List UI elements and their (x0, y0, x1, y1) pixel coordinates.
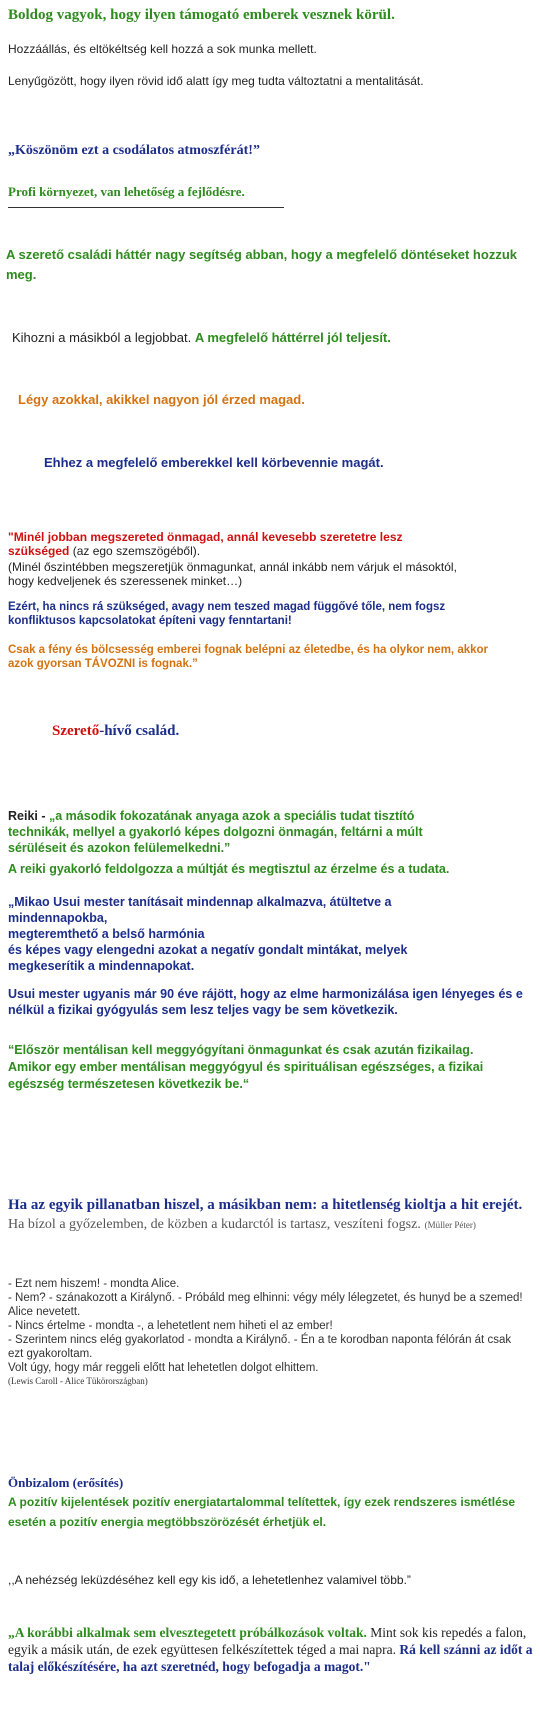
no-dependency-text: Ezért, ha nincs rá szükséged, avagy nem teszed magad függővé tőle, nem fogsz konfliktusos kapcsolatokat építeni vagy fenntartani! (8, 601, 446, 627)
alice-line-3: Alice nevetett. (8, 1306, 81, 1318)
difficulty-quote: ,,A nehézség leküzdéséhez kell egy kis idő, a lehetetlenhez valamivel több.” (8, 1573, 411, 1587)
usui-discovery-text: Usui mester ugyanis már 90 éve rájött, hogy az elme harmonizálása igen lényeges és e nélkül a fizikai gyógyulás sem lesz teljes vagy be sem következik. (8, 987, 523, 1017)
previous-attempts-text (8, 1624, 533, 1675)
alice-line-5: - Szerintem nincs elég gyakorlatod - mondta a Királynő. - Én a te korodban naponta félórán át csak ezt gyakoroltam. (8, 1334, 512, 1360)
release-patterns-text: és képes vagy elengedni azokat a negatív gondalt mintákat, melyek megkeserítik a mindennapokat. (8, 943, 408, 973)
divider-line (8, 207, 284, 208)
usui-teaching-text: „Mikao Usui mester tanításait mindennap alkalmazva, átültetve a mindennapokba, (8, 895, 392, 925)
alice-line-4: - Nincs értelme - mondta -, a lehetetlent nem hiheti el az ember! (8, 1320, 333, 1332)
mental-healing-quote: “Először mentálisan kell meggyógyítani önmagunkat és csak azután fizikailag. Amikor egy ember mentálisan meggyógyul és spirituálisan egészséges, a fizikai egészség természetesen következik be.“ (8, 1043, 484, 1091)
inner-harmony-text: megteremthető a belső harmónia (8, 927, 205, 941)
prepare-soil: Rá kell szánni az időt a talaj előkészítésére, ha azt szeretnéd, hogy befogadja a magot." (8, 1642, 533, 1674)
bring-best-part: Kihozni a másikból a legjobbat. (12, 330, 192, 345)
loving-part: Szerető (52, 723, 100, 739)
reiki-practitioner-text: A reiki gyakorló feldolgozza a múltját és megtisztul az érzelme és a tudata. (8, 862, 450, 876)
professional-environment-text: Profi környezet, van lehetőség a fejlődésre. (8, 184, 245, 199)
alice-source: (Lewis Caroll - Alice Tükörországban) (8, 1376, 148, 1386)
positive-statements-text: A pozitív kijelentések pozitív energiatartalommal telítettek, így ezek rendszeres ismétlése esetén a pozitív energia megtöbbszörözését érhetjük el. (8, 1495, 516, 1529)
alice-line-2: - Nem? - szánakozott a Királynő. - Próbáld meg elhinni: végy mély lélegzetet, és hunyd be a szemed! (8, 1292, 523, 1304)
believing-family-part: -hívő család. (99, 723, 180, 739)
faith-quote (8, 1196, 535, 1235)
reiki-description: „a második fokozatának anyaga azok a speciális tudat tisztító technikák, mellyel a gyakorló képes dolgozni önmagán, feltárni a múlt sérüléseit és azokon felülemelkedni.” (8, 809, 423, 855)
thanks-quote: „Köszönöm ezt a csodálatos atmoszférát!” (8, 143, 260, 158)
family-background-text: A szerető családi háttér nagy segítség abban, hogy a megfelelő döntéseket hozzuk meg. (6, 247, 517, 282)
previous-attempts-bold: „A korábbi alkalmak sem elvesztegetett próbálkozások voltak. (8, 1625, 367, 1640)
alice-line-1: - Ezt nem hiszem! - mondta Alice. (8, 1278, 180, 1290)
cracks-in-wall: Mint sok kis repedés a falon, egyik a másik után, de ezek együttesen felkészítettek téged a mai napra. (8, 1625, 527, 1657)
be-with-people-text: Légy azokkal, akikkel nagyon jól érzed magad. (18, 392, 305, 407)
faith-quote-rest: Ha bízol a győzelemben, de közben a kudarctól is tartasz, veszíteni fogsz. (8, 1217, 421, 1232)
loving-family-heading (52, 722, 532, 740)
faith-quote-bold: Ha az egyik pillanatban hiszel, a másikban nem: a hitetlenség kioltja a hit erejét. (8, 1197, 523, 1213)
bring-best-text (12, 330, 537, 346)
surround-yourself-text: Ehhez a megfelelő emberekkel kell körbevennie magát. (44, 455, 384, 470)
reiki-label: Reiki - (8, 809, 49, 823)
self-love-quote (8, 530, 448, 558)
alice-dialogue (8, 1277, 528, 1388)
reiki-second-degree-text (8, 808, 478, 856)
attitude-text: Hozzáállás, és eltökéltség kell hozzá a sok munka mellett. (8, 42, 317, 56)
light-wisdom-text: Csak a fény és bölcsesség emberei fognak belépni az életedbe, és ha olykor nem, akkor azok gyorsan TÁVOZNI is fognak.” (8, 644, 489, 670)
good-background-part: A megfelelő háttérrel jól teljesít. (194, 330, 391, 345)
mentality-text: Lenyűgözött, hogy ilyen rövid idő alatt így meg tudta változtatni a mentalitását. (8, 74, 424, 88)
ego-viewpoint: (az ego szemszögéből). (72, 544, 201, 558)
self-love-quote-red: "Minél jobban megszereted önmagad, annál kevesebb szeretetre lesz szükséged (8, 530, 403, 558)
alice-line-6: Volt úgy, hogy már reggeli előtt hat lehetetlen dolgot elhittem. (8, 1362, 319, 1374)
faith-quote-author: (Müller Péter) (424, 1220, 476, 1230)
self-confidence-heading: Önbizalom (erősítés) (8, 1475, 124, 1490)
self-love-explanation: (Minél őszintébben megszeretjük önmagunkat, annál inkább nem várjuk el másoktól, hogy kedveljenek és szeressenek minket…) (8, 560, 457, 588)
heading-supportive-people: Boldog vagyok, hogy ilyen támogató emberek vesznek körül. (8, 7, 395, 23)
